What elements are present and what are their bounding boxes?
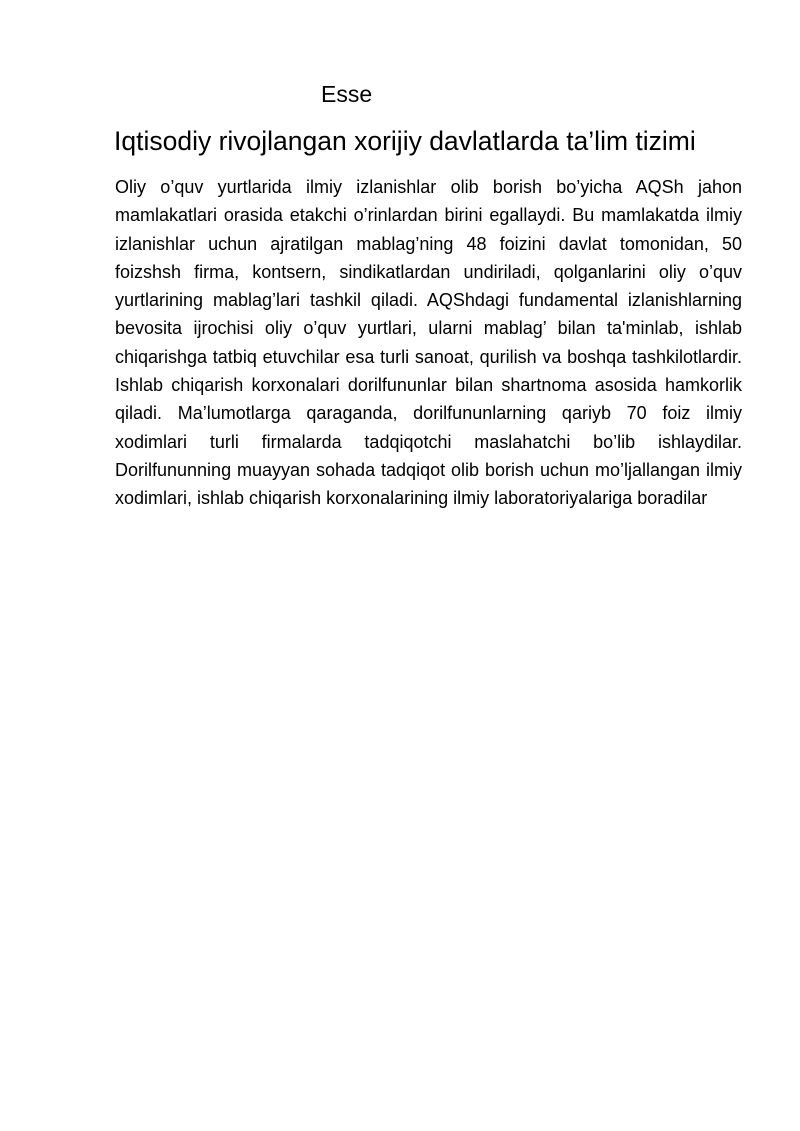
document-body-paragraph: Oliy o’quv yurtlarida ilmiy izlanishlar olib borish bo’yicha AQSh jahon mamlakatlari orasida etakchi o’rinlardan birini egallaydi. Bu mamlakatda ilmiy izlanishlar uchun ajratilgan mablag’ning 48 foizini davlat tomonidan, 50 foizshsh firma, kontsern, sindikatlardan undiriladi, qolganlarini oliy o’quv yurtlarining mablag’lari tashkil qiladi. AQShdagi fundamental izlanishlarning bevosita ijrochisi oliy o’quv yurtlari, ularni mablag’ bilan ta'minlab, ishlab chiqarishga tatbiq etuvchilar esa turli sanoat, qurilish va boshqa tashkilotlardir. Ishlab chiqarish korxonalari dorilfununlar bilan shartnoma asosida hamkorlik qiladi. Ma’lumotlarga qaraganda, dorilfununlarning qariyb 70 foiz ilmiy xodimlari turli firmalarda tadqiqotchi maslahatchi bo’lib ishlaydilar. Dorilfununning muayyan sohada tadqiqot olib borish uchun mo’ljallangan ilmiy xodimlari, ishlab chiqarish korxonalarining ilmiy laboratoriyalariga boradilar (115, 177, 742, 509)
document-label: Esse (321, 81, 373, 107)
document-title: Iqtisodiy rivojlangan xorijiy davlatlarda ta’lim tizimi (114, 126, 696, 156)
